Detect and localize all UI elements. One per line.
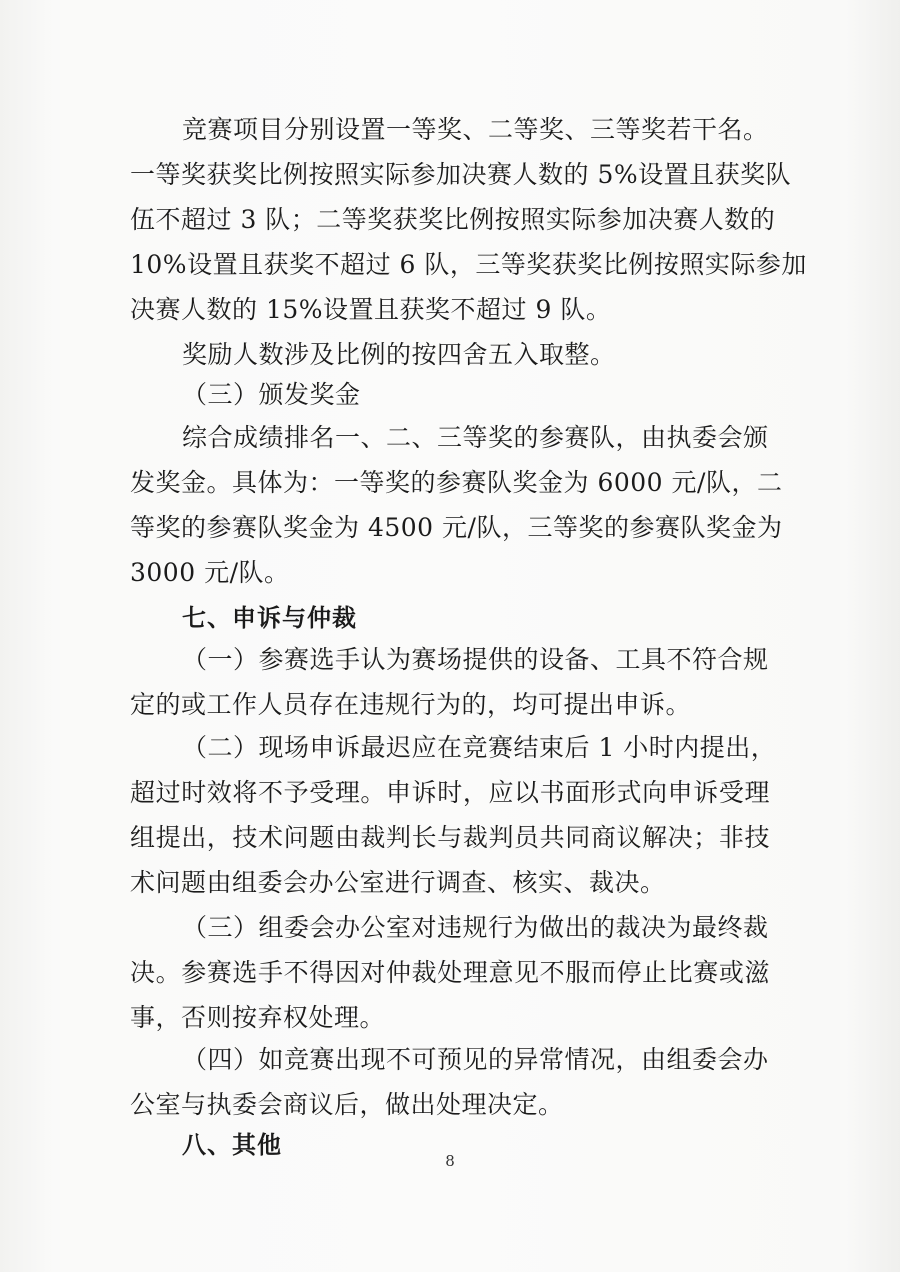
paragraph-line: （四）如竞赛出现不可预见的异常情况，由组委会办 <box>182 1045 769 1074</box>
paragraph-line: 发奖金。具体为：一等奖的参赛队奖金为 6000 元/队，二 <box>130 468 783 497</box>
paragraph-line: 术问题由组委会办公室进行调查、核实、裁决。 <box>130 868 666 897</box>
paragraph-line: 竞赛项目分别设置一等奖、二等奖、三等奖若干名。 <box>182 115 769 144</box>
page-number: 8 <box>445 1152 455 1170</box>
paragraph-line: 组提出，技术问题由裁判长与裁判员共同商议解决；非技 <box>130 823 770 852</box>
paragraph-line: 10%设置且获奖不超过 6 队，三等奖获奖比例按照实际参加 <box>130 250 807 279</box>
section-heading: 七、申诉与仲裁 <box>182 604 357 632</box>
section-heading: 八、其他 <box>182 1131 282 1159</box>
paragraph-line: 公室与执委会商议后，做出处理决定。 <box>130 1090 564 1119</box>
paragraph-line: 定的或工作人员存在违规行为的，均可提出申诉。 <box>130 690 692 719</box>
paragraph-line: 事，否则按弃权处理。 <box>130 1003 386 1032</box>
section-subheading: （三）颁发奖金 <box>182 380 361 409</box>
paragraph-line: （三）组委会办公室对违规行为做出的裁决为最终裁 <box>182 913 769 942</box>
paragraph-line: （一）参赛选手认为赛场提供的设备、工具不符合规 <box>182 645 769 674</box>
paragraph-line: 奖励人数涉及比例的按四舍五入取整。 <box>182 340 616 369</box>
paragraph-line: 决。参赛选手不得因对仲裁处理意见不服而停止比赛或滋 <box>130 958 770 987</box>
paragraph-line: 决赛人数的 15%设置且获奖不超过 9 队。 <box>130 295 612 324</box>
paragraph-line: 一等奖获奖比例按照实际参加决赛人数的 5%设置且获奖队 <box>130 160 792 189</box>
paragraph-line: （二）现场申诉最迟应在竞赛结束后 1 小时内提出， <box>182 733 777 762</box>
paragraph-line: 超过时效将不予受理。申诉时，应以书面形式向申诉受理 <box>130 778 770 807</box>
paragraph-line: 伍不超过 3 队；二等奖获奖比例按照实际参加决赛人数的 <box>130 205 776 234</box>
paragraph-line: 3000 元/队。 <box>130 558 290 587</box>
paragraph-line: 综合成绩排名一、二、三等奖的参赛队，由执委会颁 <box>182 423 769 452</box>
paragraph-line: 等奖的参赛队奖金为 4500 元/队，三等奖的参赛队奖金为 <box>130 513 783 542</box>
